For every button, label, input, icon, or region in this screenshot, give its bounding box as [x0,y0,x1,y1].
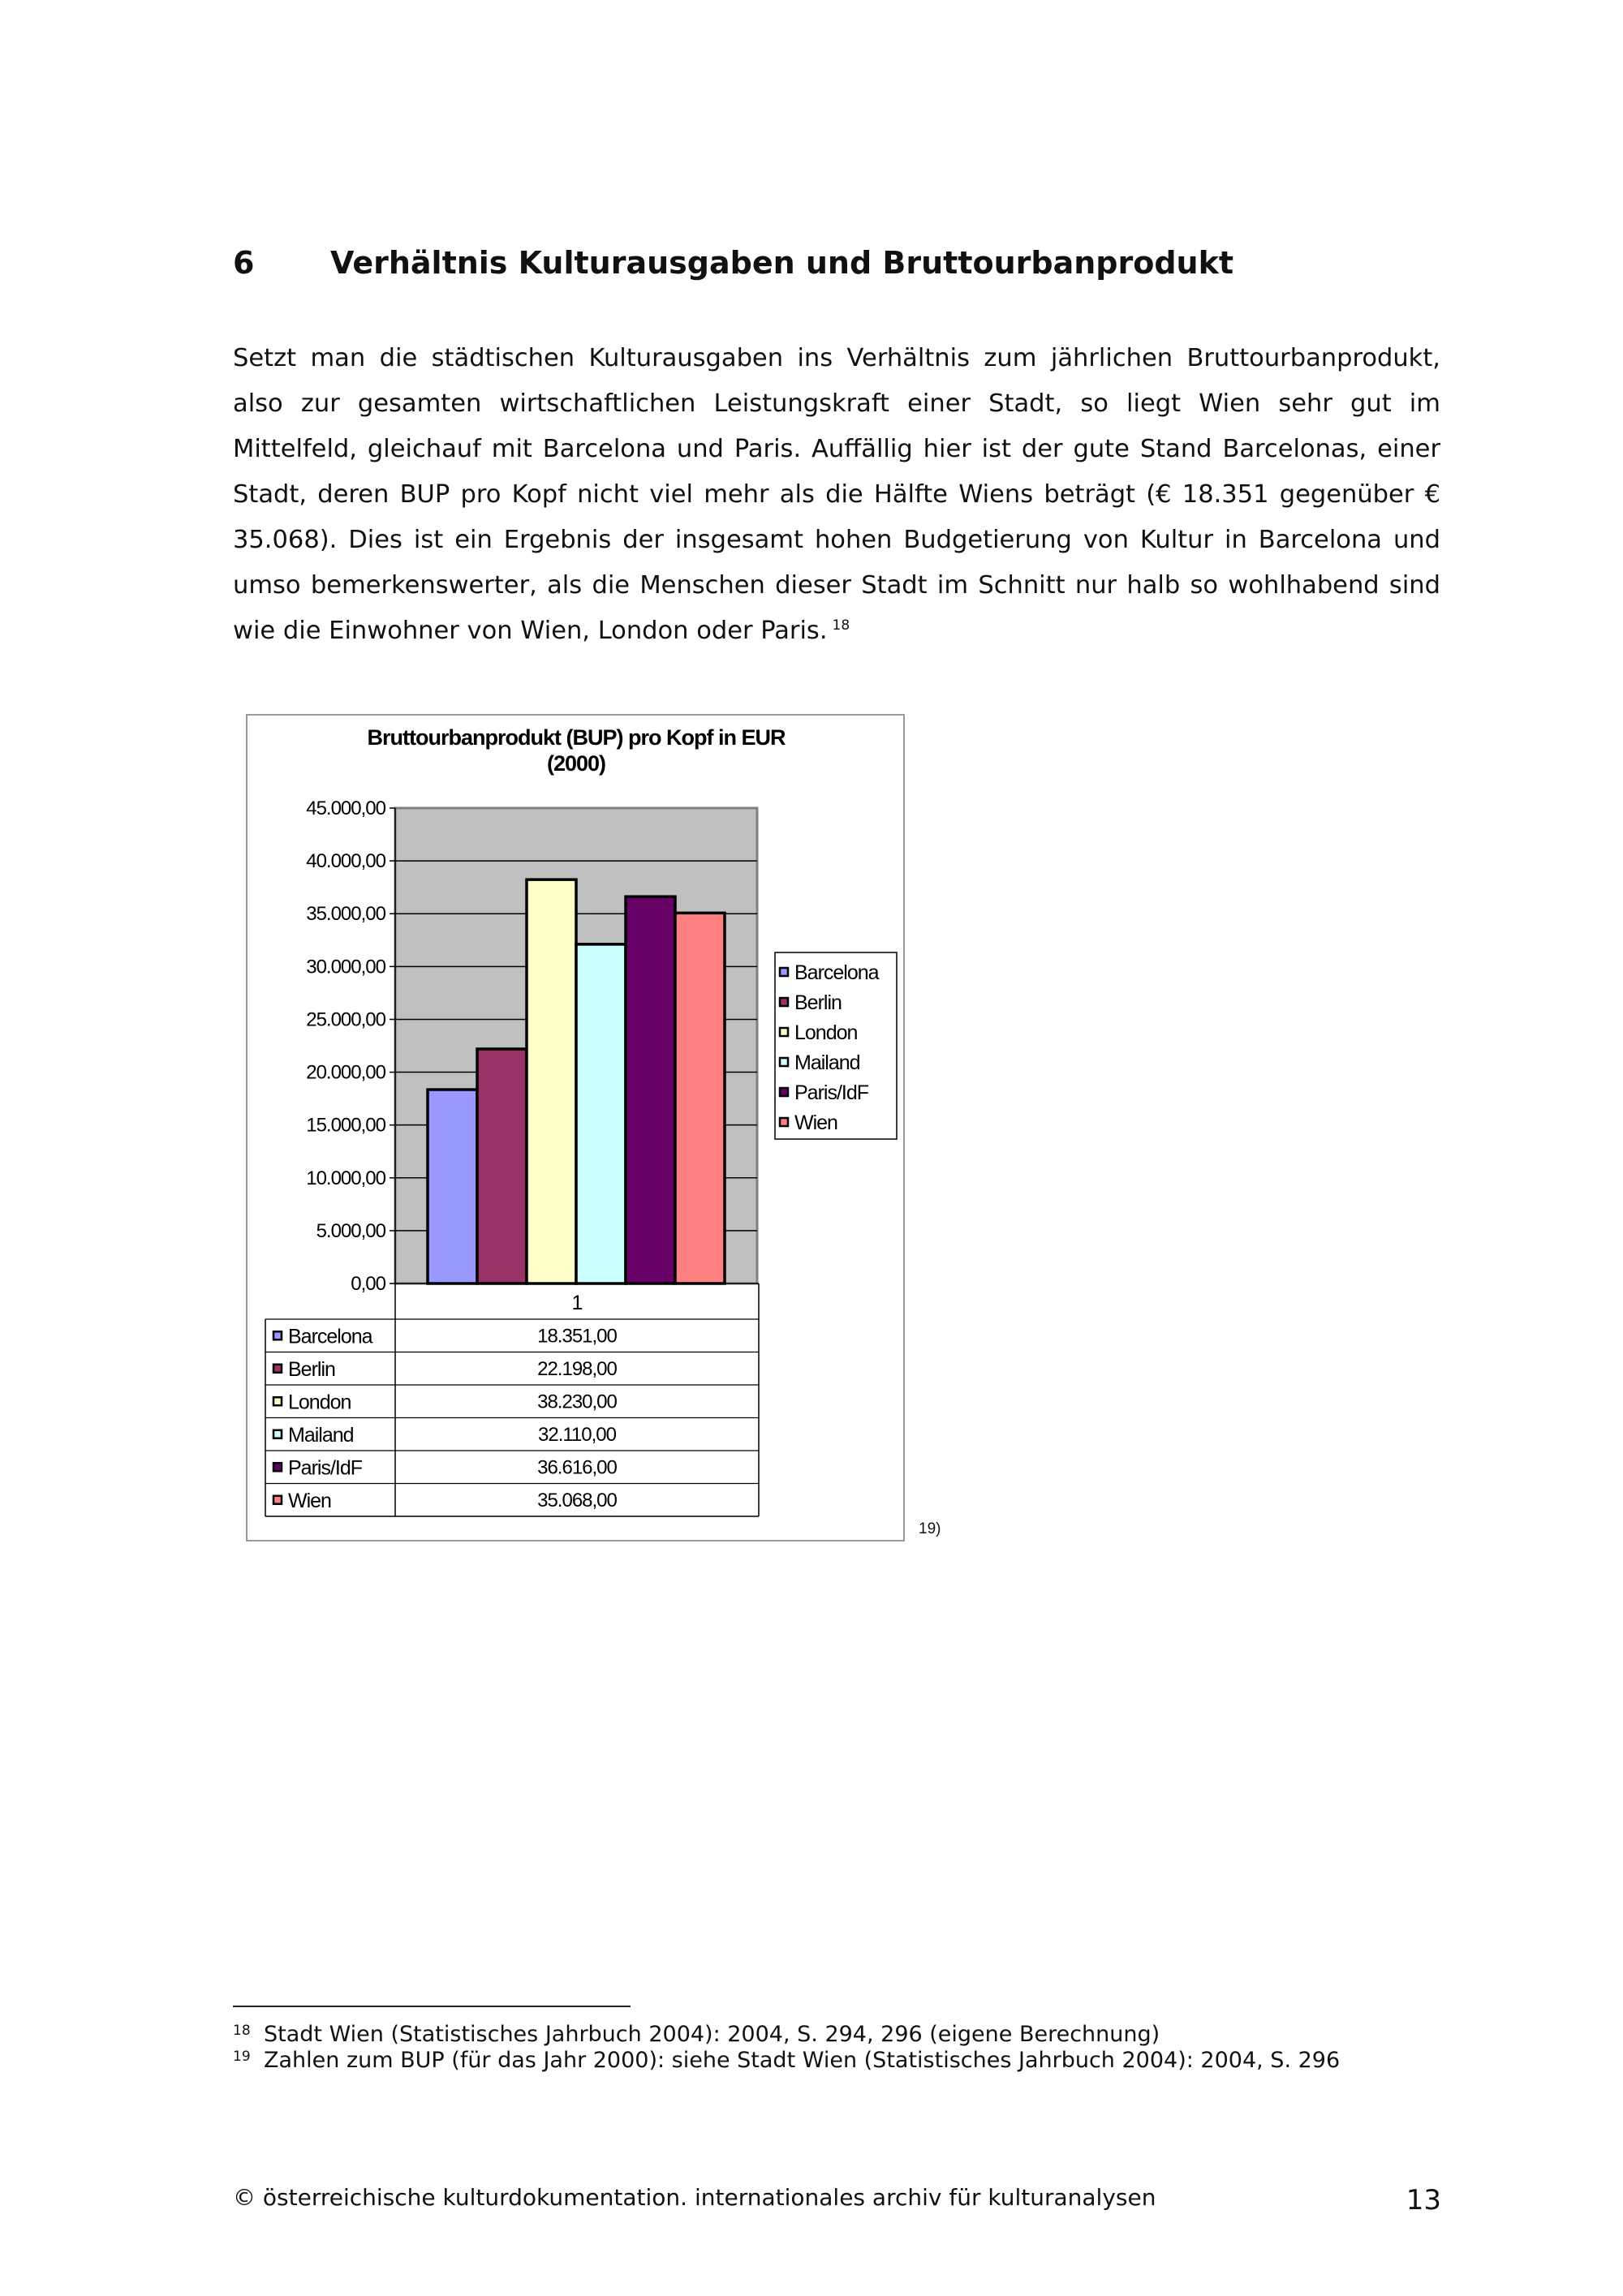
chart-title: Bruttourbanprodukt (BUP) pro Kopf in EUR [367,725,786,750]
footnote-number: 19 [233,2049,251,2065]
table-series-name: Mailand [288,1423,354,1447]
chart-frame [246,714,905,1541]
legend-key [780,1058,788,1066]
footnote-text: Zahlen zum BUP (für das Jahr 2000): siehe Stadt Wien (Statistisches Jahrbuch 2004): 2004, S. 296 [264,2048,1341,2073]
table-value: 22.198,00 [537,1357,617,1380]
table-value: 32.110,00 [538,1423,616,1446]
table-series-name: London [288,1391,351,1414]
table-legend-key [273,1496,282,1504]
legend-key [780,998,788,1006]
table-legend-key [273,1331,282,1339]
bar-berlin [477,1049,527,1283]
footnote-separator [233,2006,631,2007]
y-tick-label: 40.000,00 [306,850,385,873]
page-number: 13 [1406,2184,1441,2216]
footnote-ref-18: 18 [832,617,850,634]
footnote-19 [233,2048,1450,2074]
y-tick-label: 15.000,00 [306,1114,385,1137]
section-heading [233,245,1233,281]
table-series-name: Wien [288,1489,331,1512]
bar-london [527,879,576,1283]
table-legend-key [273,1430,282,1438]
table-series-name: Barcelona [288,1325,372,1348]
footnote-number: 18 [233,2023,251,2039]
bar-wien [675,913,725,1283]
page-footer: © österreichische kulturdokumentation. internationales archiv für kulturanalysen [233,2184,1156,2211]
legend-label: Wien [794,1111,837,1134]
table-legend-key [273,1397,282,1405]
section-title: Verhältnis Kulturausgaben und Bruttourbanprodukt [330,245,1234,281]
section-number: 6 [233,245,255,281]
y-tick-label: 30.000,00 [306,956,385,978]
footnotes [233,2022,1450,2074]
x-category-label: 1 [571,1292,583,1314]
bar-mailand [576,944,626,1283]
table-legend-key [273,1463,282,1471]
y-tick-label: 20.000,00 [306,1061,385,1084]
legend-key [780,1088,788,1096]
paragraph-text: Setzt man die städtischen Kulturausgaben ins Verhältnis zum jährlichen Bruttourbanprodukt, also zur gesamten wirtschaftlichen Leistungskraft einer Stadt, so liegt Wien sehr gut im Mittelfeld, gleichauf mit Barcelona und Paris. Auffällig hier ist der gute Stand Barcelonas, einer Stadt, deren BUP pro Kopf nicht viel mehr als die Hälfte Wiens beträgt (€ 18.351 gegenüber € 35.068). Dies ist ein Ergebnis der insgesamt hohen Budgetierung von Kultur in Barcelona und umso bemerkenswerter, als die Menschen dieser Stadt im Schnitt nur halb so wohlhabend sind wie die Einwohner von Wien, London oder Paris. [233,344,1440,645]
footnote-18 [233,2022,1450,2048]
legend-label: Paris/IdF [794,1081,869,1104]
bup-chart [248,716,903,1540]
y-tick-label: 0,00 [351,1273,385,1295]
table-series-name: Berlin [288,1357,335,1381]
table-value: 18.351,00 [537,1325,617,1348]
footnote-text: Stadt Wien (Statistisches Jahrbuch 2004): 2004, S. 294, 296 (eigene Berechnung) [264,2022,1160,2047]
legend-key [780,968,788,976]
table-value: 35.068,00 [537,1489,617,1511]
body-paragraph [233,336,1440,654]
table-legend-key [273,1365,282,1373]
table-value: 36.616,00 [537,1456,617,1479]
legend-label: London [794,1021,858,1044]
legend-key [780,1118,788,1126]
y-tick-label: 45.000,00 [306,798,385,819]
legend-key [780,1028,788,1036]
chart-source-ref: 19) [919,1520,941,1537]
bar-paris-idf [626,896,675,1283]
table-series-name: Paris/IdF [288,1456,363,1480]
legend-label: Berlin [794,991,842,1014]
y-tick-label: 35.000,00 [306,903,385,926]
chart-subtitle: (2000) [546,751,606,776]
bar-barcelona [428,1090,477,1283]
table-value: 38.230,00 [537,1391,617,1413]
y-tick-label: 10.000,00 [306,1167,385,1189]
legend-label: Mailand [794,1051,860,1074]
legend-label: Barcelona [794,961,879,984]
y-tick-label: 5.000,00 [316,1219,385,1242]
y-tick-label: 25.000,00 [306,1008,385,1031]
